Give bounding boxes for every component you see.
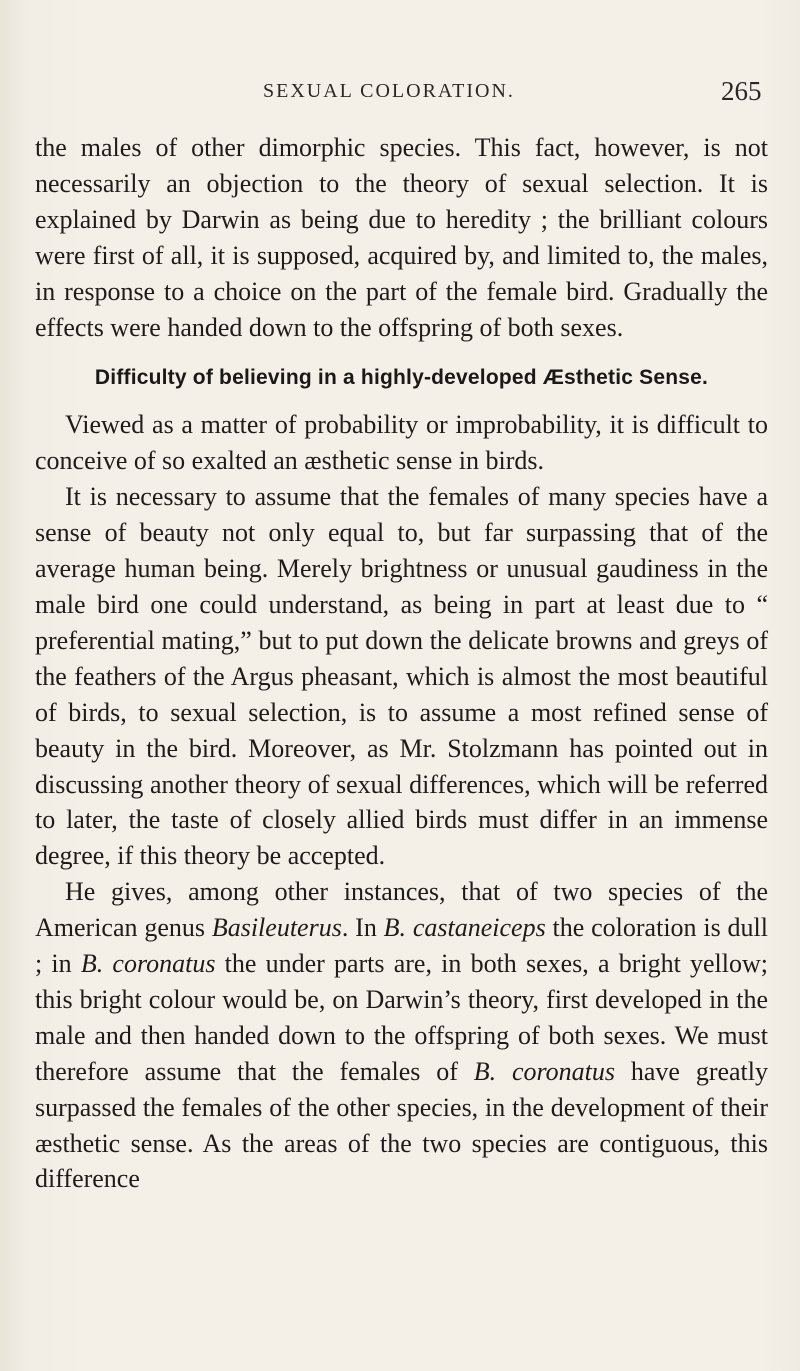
running-head bbox=[0, 76, 800, 110]
text-run: have greatly surpassed the females of the other species, in the development of their æsthetic sense. As the areas of the two species are contiguous, this difference bbox=[35, 1056, 769, 1194]
section-heading: Difficulty of believing in a highly-developed Æsthetic Sense. bbox=[94, 366, 709, 390]
text-run: the under parts are, in both sexes, a bright yellow; this bright colour would be, on Darwin’s theory, first developed in the male and then handed down to the offspring of both sexes. We must therefore assume that the females of bbox=[35, 949, 769, 1086]
species-name: B. castaneiceps bbox=[383, 913, 546, 943]
body-text bbox=[35, 130, 768, 1197]
text-run: the coloration is dull ; in bbox=[35, 913, 768, 979]
paragraph-instances bbox=[35, 874, 768, 1197]
genus-name: Basileuterus bbox=[211, 913, 342, 943]
paragraph-continuation: the males of other dimorphic species. This fact, however, is not necessarily an objection to the theory of sexual selection. It is explained by Darwin as being due to heredity ; the brilliant colours were first of all, it is supposed, acquired by, and limited to, the males, in response to a choice on the part of the female bird. Gradually the effects were handed down to the offspring of both sexes. bbox=[35, 133, 768, 342]
running-title: SEXUAL COLORATION. bbox=[263, 80, 515, 102]
paragraph-viewed: Viewed as a matter of probability or improbability, it is difficult to conceive of so exalted an æsthetic sense in birds. bbox=[35, 410, 768, 476]
species-name: B. coronatus bbox=[80, 949, 216, 979]
text-run: He gives, among other instances, that of two species of the American genus bbox=[35, 877, 768, 943]
species-name: B. coronatus bbox=[473, 1056, 616, 1086]
page-number: 265 bbox=[721, 76, 762, 106]
text-run: . In bbox=[341, 913, 384, 943]
paragraph-necessary: It is necessary to assume that the females of many species have a sense of beauty not only equal to, but far surpassing that of the average human being. Merely brightness or unusual gaudiness in the male bird one could understand, as being in part at least due to “ preferential mating,” but to put down the delicate browns and greys of the feathers of the Argus pheasant, which is almost the most beautiful of birds, to sexual selection, is to assume a most refined sense of beauty in the bird. Moreover, as Mr. Stolzmann has pointed out in discussing another theory of sexual differences, which will be referred to later, the taste of closely allied birds must differ in an immense degree, if this theory be accepted. bbox=[35, 482, 768, 871]
